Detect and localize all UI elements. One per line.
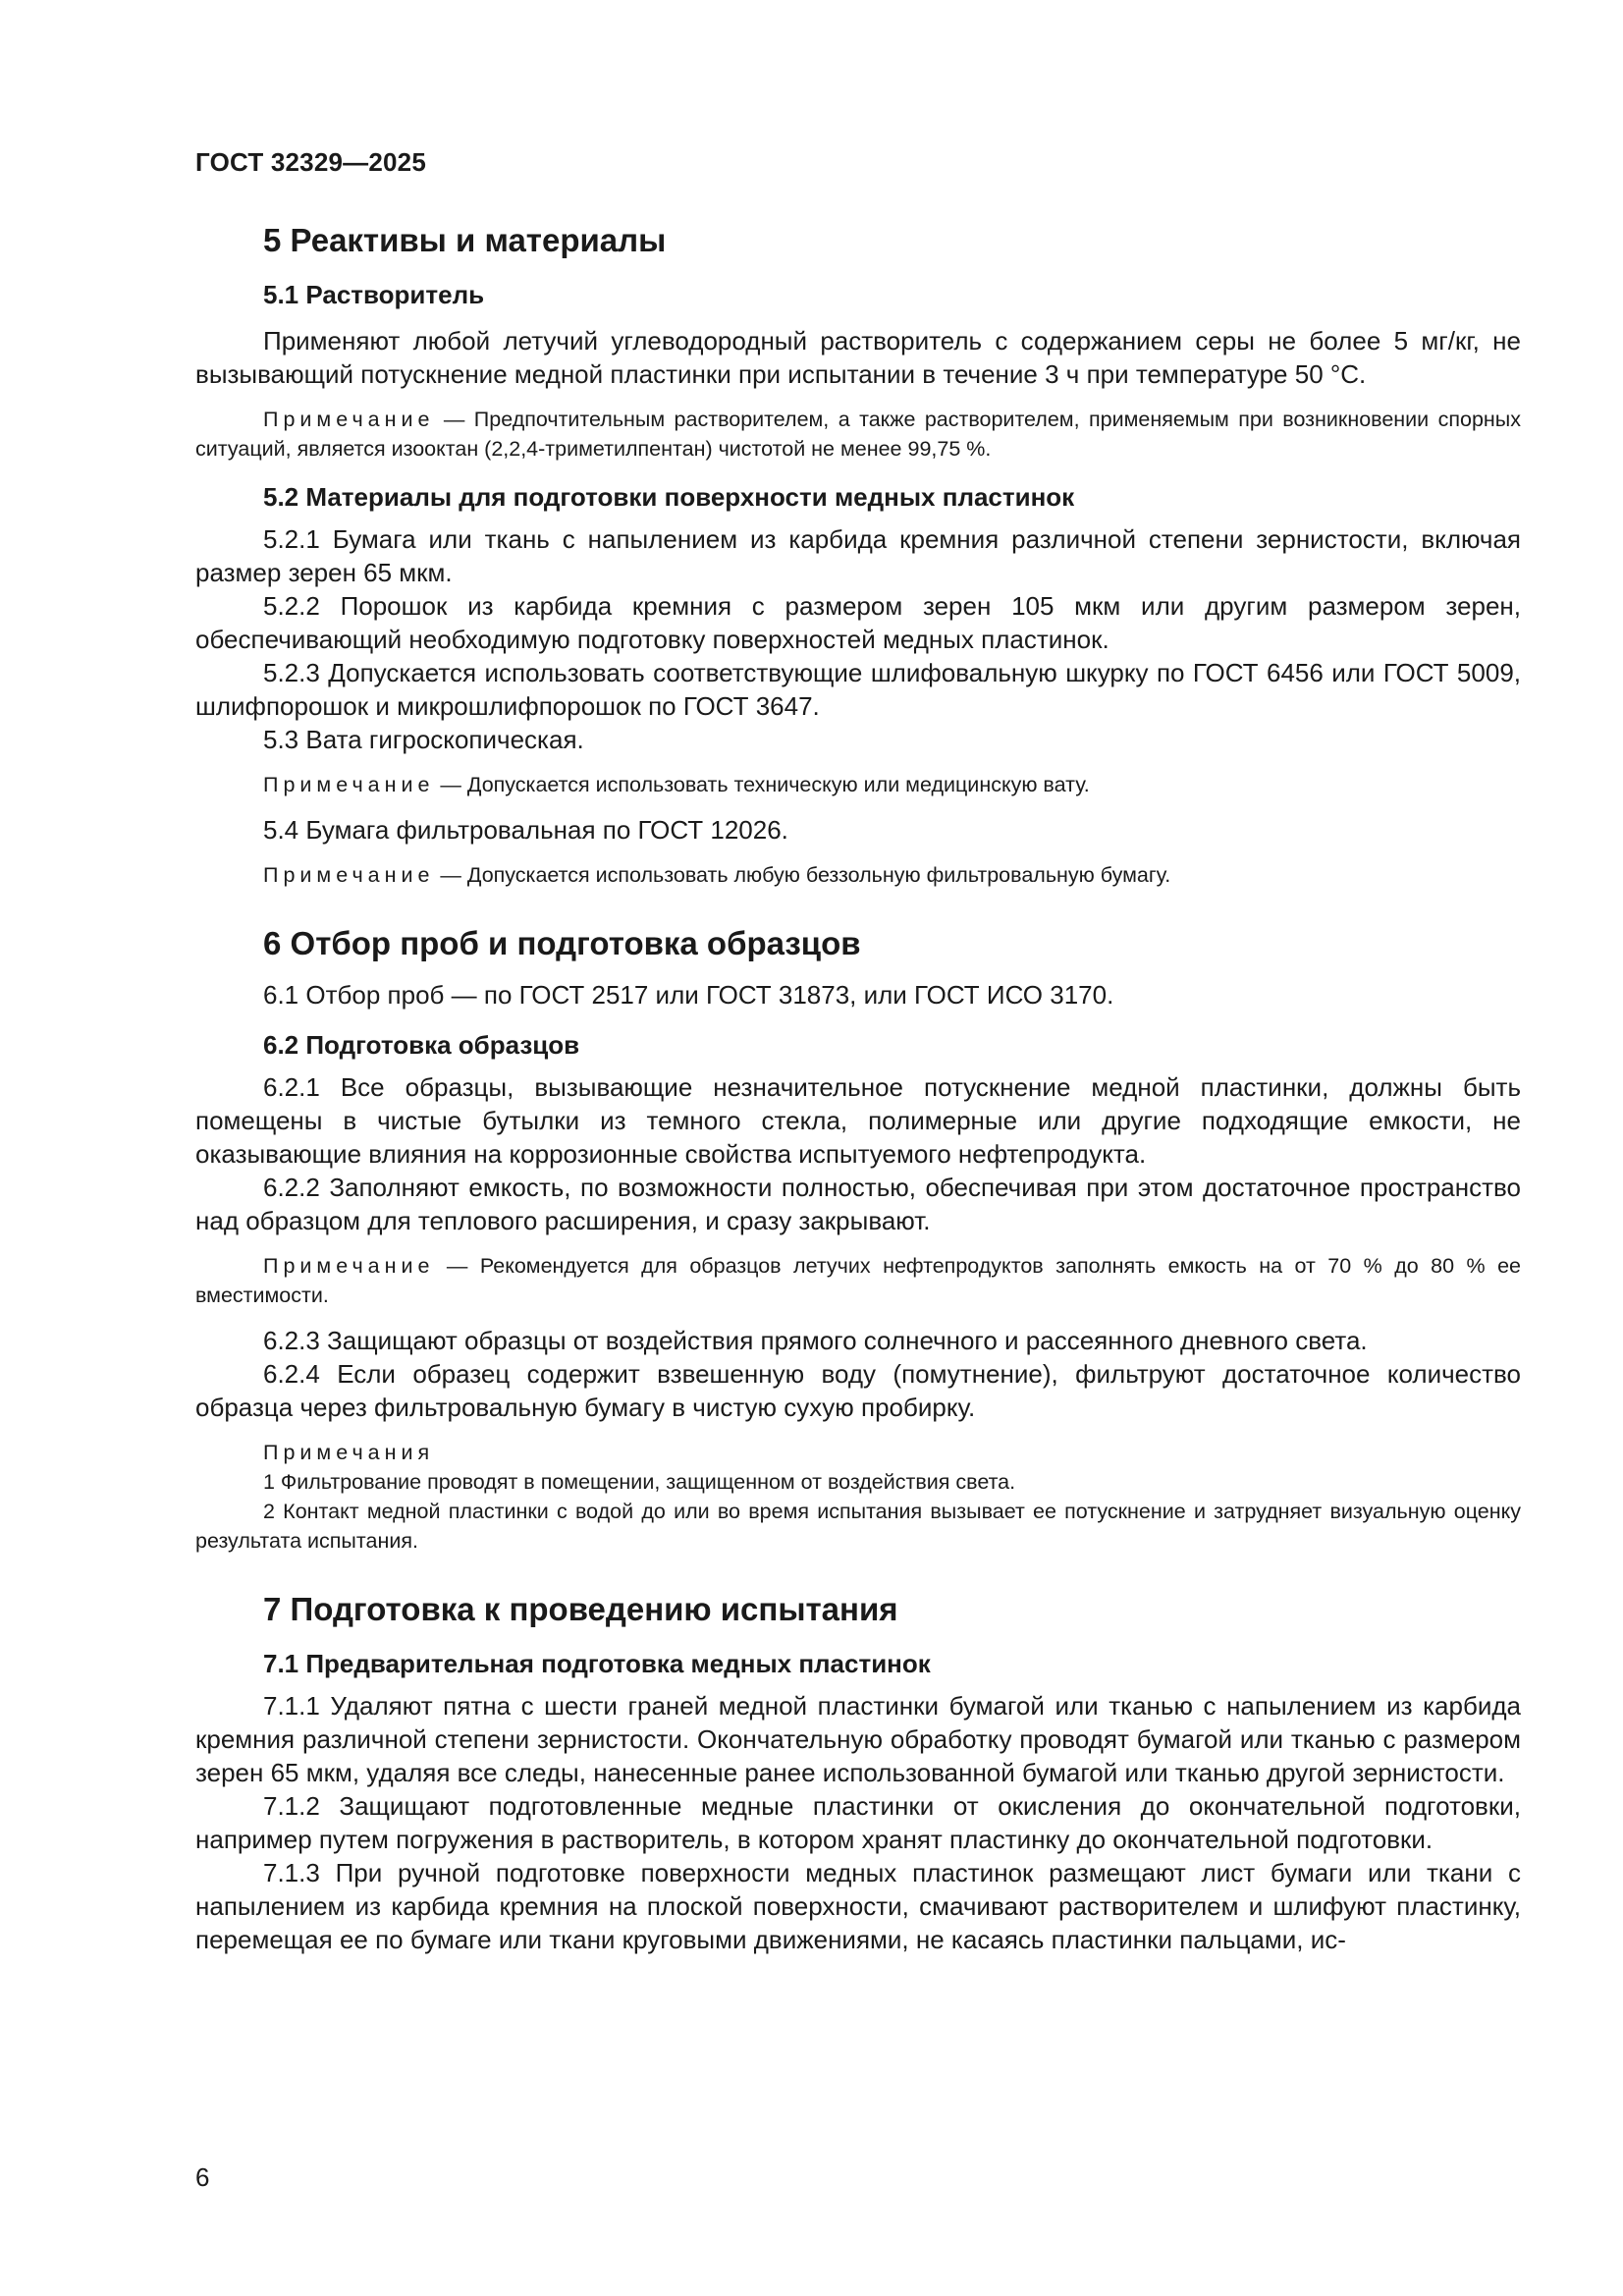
note-5-4 [195, 860, 1521, 890]
note-6-2-4-1: 1 Фильтрование проводят в помещении, защищенном от воздействия света. [263, 1470, 1016, 1494]
subsection-5-1-title: 5.1 Растворитель [263, 280, 485, 309]
note-6-2-4-2: 2 Контакт медной пластинки с водой до или во время испытания вызывает ее потускнение и затрудняет визуальную оценку результата испытания. [195, 1500, 1521, 1553]
section-7-title: 7 Подготовка к проведению испытания [263, 1591, 898, 1627]
paragraph-6-2-2: 6.2.2 Заполняют емкость, по возможности полностью, обеспечивая при этом достаточное пространство над образцом для теплового расширения, и сразу закрывают. [195, 1173, 1521, 1235]
note-label: Примечание [263, 1254, 435, 1278]
note-label: Примечание [263, 408, 435, 431]
note-text: — Допускается использовать техническую или медицинскую вату. [434, 773, 1090, 796]
paragraph-5-4: 5.4 Бумага фильтровальная по ГОСТ 12026. [263, 815, 788, 845]
note-text: — Предпочтительным растворителем, а также растворителем, применяемым при возникновении спорных ситуаций, является изооктан (2,2,4-триметилпентан) чистотой не менее 99,75 %. [195, 408, 1521, 461]
paragraph-5-2-3: 5.2.3 Допускается использовать соответствующие шлифовальную шкурку по ГОСТ 6456 или ГОСТ 5009, шлифпорошок и микрошлифпорошок по ГОСТ 3647. [195, 658, 1521, 721]
note-6-2-2 [195, 1251, 1521, 1310]
note-text: — Допускается использовать любую беззольную фильтровальную бумагу. [434, 863, 1171, 887]
subsection-7-1-title: 7.1 Предварительная подготовка медных пластинок [263, 1649, 931, 1678]
paragraph-7-1-3: 7.1.3 При ручной подготовке поверхности медных пластинок размещают лист бумаги или ткани с напылением из карбида кремния на плоской поверхности, смачивают растворителем и шлифуют пластинку, перемещая ее по бумаге или ткани круговыми движениями, не касаясь пластинки пальцами, ис- [195, 1858, 1521, 1954]
paragraph-5-2-2: 5.2.2 Порошок из карбида кремния с размером зерен 105 мкм или другим размером зерен, обеспечивающий необходимую подготовку поверхностей медных пластинок. [195, 591, 1521, 654]
paragraph-6-2-4: 6.2.4 Если образец содержит взвешенную воду (помутнение), фильтруют достаточное количество образца через фильтровальную бумагу в чистую сухую пробирку. [195, 1359, 1521, 1422]
section-5-title: 5 Реактивы и материалы [263, 222, 667, 258]
note-label: Примечание [263, 773, 435, 796]
note-5-3 [195, 770, 1521, 799]
paragraph-7-1-1: 7.1.1 Удаляют пятна с шести граней медной пластинки бумагой или тканью с напылением из карбида кремния различной степени зернистости. Окончательную обработку проводят бумагой или тканью с размером зерен 65 мкм, удаляя все следы, нанесенные ранее использованной бумагой или тканью другой зернистости. [195, 1691, 1521, 1787]
paragraph-5-3: 5.3 Вата гигроскопическая. [263, 725, 584, 754]
paragraph-7-1-2: 7.1.2 Защищают подготовленные медные пластинки от окисления до окончательной подготовки, например путем погружения в растворитель, в котором хранят пластинку до окончательной подготовки. [195, 1791, 1521, 1854]
document-header: ГОСТ 32329—2025 [195, 147, 426, 177]
notes-label: Примечания [263, 1441, 435, 1464]
subsection-5-2-title: 5.2 Материалы для подготовки поверхности медных пластинок [263, 482, 1075, 512]
page-number: 6 [195, 2162, 210, 2192]
paragraph-6-1: 6.1 Отбор проб — по ГОСТ 2517 или ГОСТ 31873, или ГОСТ ИСО 3170. [263, 980, 1114, 1010]
paragraph-5-2-1: 5.2.1 Бумага или ткань с напылением из карбида кремния различной степени зернистости, включая размер зерен 65 мкм. [195, 524, 1521, 587]
note-label: Примечание [263, 863, 435, 887]
page-content [195, 216, 1521, 1956]
section-6-title: 6 Отбор проб и подготовка образцов [263, 925, 861, 961]
paragraph-6-2-3: 6.2.3 Защищают образцы от воздействия прямого солнечного и рассеянного дневного света. [263, 1326, 1368, 1355]
note-text: — Рекомендуется для образцов летучих нефтепродуктов заполнять емкость на от 70 % до 80 % ее вместимости. [195, 1254, 1521, 1307]
note-5-1 [195, 405, 1521, 464]
subsection-6-2-title: 6.2 Подготовка образцов [263, 1030, 580, 1060]
paragraph-5-1: Применяют любой летучий углеводородный растворитель с содержанием серы не более 5 мг/кг, не вызывающий потускнение медной пластинки при испытании в течение 3 ч при температуре 50 °С. [195, 326, 1521, 389]
paragraph-6-2-1: 6.2.1 Все образцы, вызывающие незначительное потускнение медной пластинки, должны быть помещены в чистые бутылки из темного стекла, полимерные или другие подходящие емкости, не оказывающие влияния на коррозионные свойства испытуемого нефтепродукта. [195, 1072, 1521, 1169]
